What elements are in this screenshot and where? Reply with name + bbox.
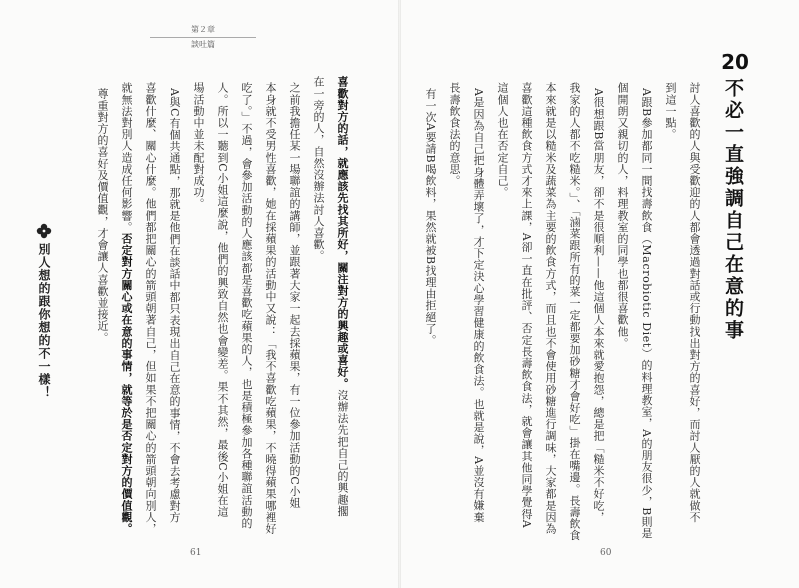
running-head-rule [150, 37, 256, 38]
right-col-9: 這個人也在否定自己。 [496, 82, 509, 198]
folio-right: 60 [600, 548, 612, 558]
left-col-1-rest: 沒辦法先把自己的興趣擱 [336, 389, 349, 517]
right-col-7: 本來就是以糙米及蔬菜為主要的飲食方式，而且也不會使用砂糖進行調味，大家都是因為 [544, 82, 557, 535]
right-col-3: A跟B參加都同一間找壽飲食（Macrobiotic Diet）的料理教室，A的朋友很少，B則是 [640, 88, 653, 540]
right-col-1: 討人喜歡的人與受歡迎的人都會透過對話或行動找出對方的喜好，而討人厭的人就做不 [688, 82, 701, 523]
chapter-number: 20 [721, 50, 749, 74]
left-col-9: 喜歡什麼、關心什麼。他們都把關心的箭頭朝著自己，但如果不把關心的箭頭朝向別人， [144, 82, 157, 535]
left-page [0, 0, 399, 588]
right-col-2: 到這一點。 [664, 82, 677, 140]
left-col-2: 在一旁的人，自然沒辦法討人喜歡。 [312, 76, 325, 262]
left-col-8: A與C有個共通點，那就是他們在談話中都只表現出自己在意的事情，不會去考慮對方 [168, 88, 181, 524]
side-note: 別人想的跟你想的不一樣！ [37, 243, 51, 399]
clover-icon [36, 223, 52, 239]
left-col-3: 之前我擔任某一場聯誼的講師，並跟著大家一起去採蘋果，有一位參加活動的C小姐 [288, 82, 301, 509]
running-head-section: 談吐篇 [191, 40, 215, 50]
chapter-title: 不必一直強調自己在意的事 [722, 78, 744, 342]
left-col-6: 人。所以一聽到C小姐這麼說，他們的興致自然也會變差。果不其然，最後C小姐在這 [216, 82, 229, 518]
right-col-5: A很想跟B當朋友，卻不是很順利——他這個人本來就愛抱怨，總是把「糙米不好吃， [592, 88, 605, 523]
left-col-10 [114, 82, 138, 534]
left-col-7: 場活動中並未配對成功。 [192, 82, 205, 210]
bold-lead: 喜歡對方的話，就應該先找其所好，關注對方的興趣或喜好。 [336, 76, 349, 390]
left-col-11: 尊重對方的喜好及價值觀，才會讓人喜歡並接近。 [96, 88, 109, 344]
folio-left: 61 [190, 548, 202, 558]
running-head-chapter: 第２章 [191, 25, 215, 34]
right-col-10: A是因為自己把身體弄壞了，才下定決心學習健康的飲食法。也就是說，A並沒有嫌棄 [472, 88, 485, 523]
right-col-11: 長壽飲食法的意思。 [448, 82, 461, 187]
left-col-1 [330, 76, 354, 517]
right-col-12: 有一次A要請B喝飲料，果然就被B找理由拒絕了。 [424, 88, 437, 346]
right-col-6: 我家的人都不吃糙米。」、「滷菜跟所有的菜一定都要加砂糖才會好吃」掛在嘴邊。長壽飲食 [568, 82, 581, 542]
right-col-8: 喜歡這種飲食方式才來上課，A卻一直在批評、否定長壽飲食法，就會讓其他同學覺得A [520, 82, 533, 529]
right-col-4: 個開朗又親切的人，料理教室的同學也都很喜歡他。 [616, 82, 629, 349]
running-head [150, 25, 256, 51]
bold-tail: 否定對方關心或在意的事情，就等於是否定對方的價值觀。 [120, 232, 133, 535]
left-col-5: 吃了。」不過，會參加活動的人應該都是喜歡吃蘋果的人，也是積極參加各種聯誼活動的 [240, 82, 253, 529]
left-col-4: 本身就不受男性喜歡，她在採蘋果的活動中又說：「我不喜歡吃蘋果，不曉得蘋果哪裡好 [264, 82, 277, 535]
left-col-10-start: 就無法對別人造成任何影響。 [120, 82, 133, 233]
